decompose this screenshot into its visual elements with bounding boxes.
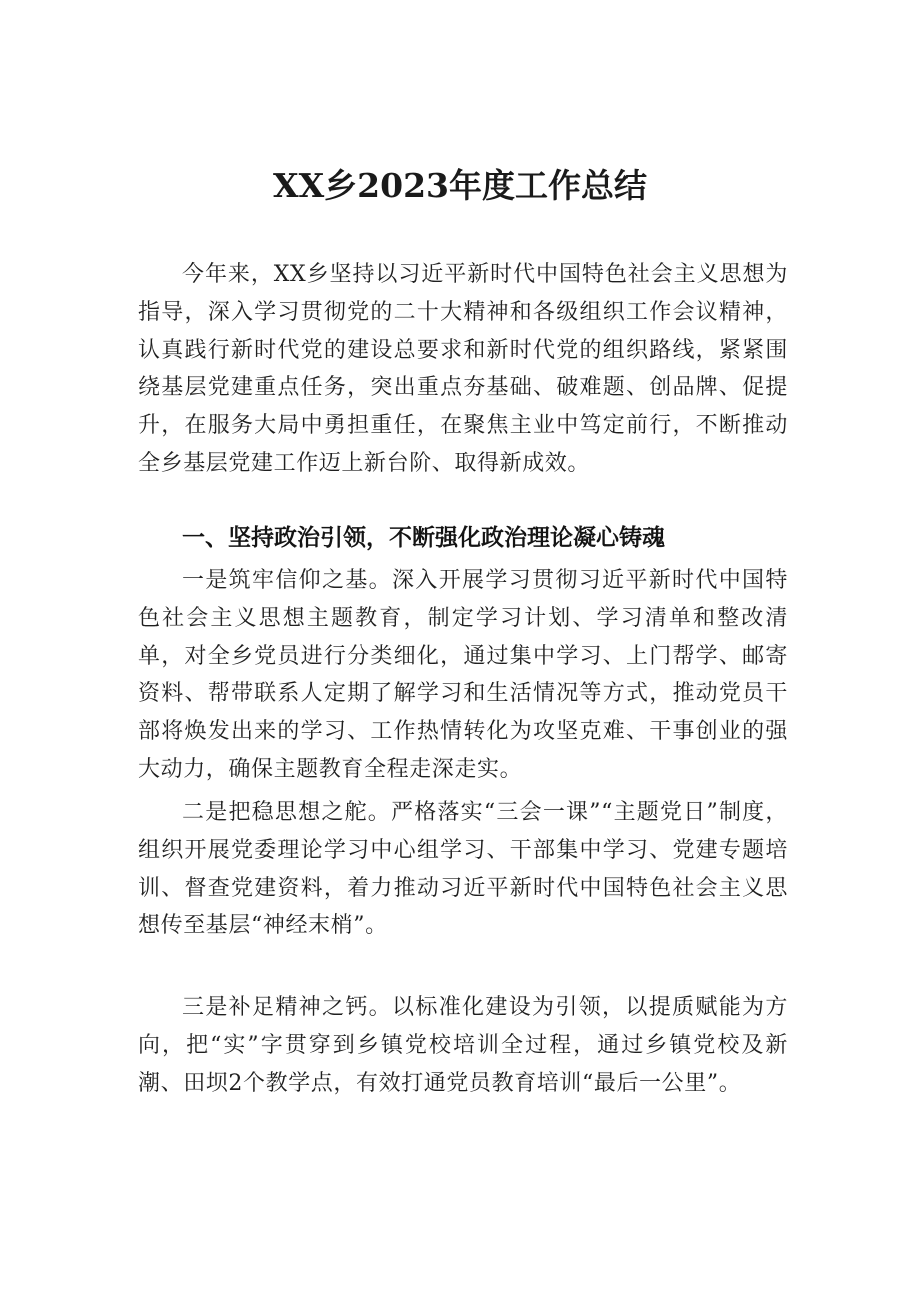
intro-paragraph: 今年来，XX乡坚持以习近平新时代中国特色社会主义思想为指导，深入学习贯彻党的二十大精神和各级组织工作会议精神，认真践行新时代党的建设总要求和新时代党的组织路线，紧紧围绕基层党建重点任务，突出重点夯基础、破难题、创品牌、促提升，在服务大局中勇担重任，在聚焦主业中笃定前行，不断推动全乡基层党建工作迈上新台阶、取得新成效。 xyxy=(138,262,788,476)
document-title: XX乡2023年度工作总结 xyxy=(272,166,648,205)
section-paragraph-2: 二是把稳思想之舵。严格落实“三会一课”“主题党日”制度，组织开展党委理论学习中心组学习、干部集中学习、党建专题培训、督查党建资料，着力推动习近平新时代中国特色社会主义思想传至基层“神经末梢”。 xyxy=(138,800,788,939)
section-paragraph-3: 三是补足精神之钙。以标准化建设为引领，以提质赋能为方向，把“实”字贯穿到乡镇党校培训全过程，通过乡镇党校及新潮、田坝2个教学点，有效打通党员教育培训“最后一公里”。 xyxy=(138,995,788,1096)
section-paragraph-1: 一是筑牢信仰之基。深入开展学习贯彻习近平新时代中国特色社会主义思想主题教育，制定学习计划、学习清单和整改清单，对全乡党员进行分类细化，通过集中学习、上门帮学、邮寄资料、帮带联系人定期了解学习和生活情况等方式，推动党员干部将焕发出来的学习、工作热情转化为攻坚克难、干事创业的强大动力，确保主题教育全程走深走实。 xyxy=(138,568,788,782)
section-heading: 一、坚持政治引领，不断强化政治理论凝心铸魂 xyxy=(182,525,665,551)
